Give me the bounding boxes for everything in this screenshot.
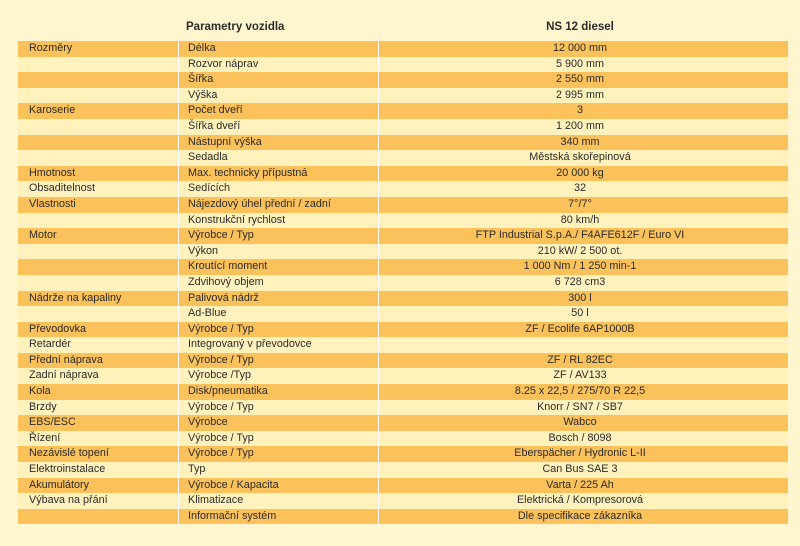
table-row (18, 291, 788, 307)
column-divider (378, 415, 379, 431)
cell-group (29, 150, 181, 166)
column-divider (378, 259, 379, 275)
column-divider (378, 135, 379, 151)
cell-group (29, 88, 181, 104)
cell-value: 12 000 mm (552, 42, 607, 54)
column-divider (378, 493, 379, 509)
column-divider (378, 353, 379, 369)
table-row (18, 72, 788, 88)
column-divider (378, 244, 379, 260)
cell-value: 2 995 mm (555, 88, 604, 101)
cell-parameter: Sedadla (188, 151, 228, 164)
cell-group: Obsaditelnost (29, 182, 96, 195)
column-divider (378, 462, 379, 478)
table-row (18, 150, 788, 166)
cell-group: Přední náprava (29, 353, 103, 366)
cell-parameter: Informační systém (188, 509, 277, 522)
header-parameters: Parametry vozidla (186, 21, 285, 33)
column-divider (378, 41, 379, 57)
cell-parameter: Integrovaný v převodovce (188, 338, 312, 351)
column-divider (378, 166, 379, 182)
table-row (18, 337, 788, 353)
column-divider (378, 368, 379, 384)
cell-group (29, 72, 181, 88)
header-model: NS 12 diesel (546, 21, 614, 33)
cell-value: 20 000 kg (556, 166, 604, 179)
cell-value: 50 l (571, 307, 589, 320)
cell-parameter: Výška (188, 88, 218, 101)
cell-group (29, 259, 181, 275)
table-row (18, 103, 788, 119)
cell-value: Dle specifikace zákazníka (517, 509, 643, 522)
cell-parameter: Šířka (188, 73, 214, 86)
cell-value: 210 kW/ 2 500 ot. (537, 244, 623, 257)
cell-group: Elektroinstalace (29, 463, 106, 476)
column-divider (378, 431, 379, 447)
table-row (18, 462, 788, 478)
cell-group: Rozměry (29, 42, 73, 54)
table-row (18, 197, 788, 213)
cell-parameter: Výrobce / Typ (188, 322, 254, 335)
cell-parameter: Výrobce / Typ (188, 353, 254, 366)
column-divider (378, 291, 379, 307)
table-row (18, 57, 788, 73)
cell-value: 6 728 cm3 (554, 275, 606, 288)
column-divider (378, 384, 379, 400)
cell-value: 1 200 mm (555, 119, 604, 132)
cell-value: Bosch / 8098 (548, 431, 612, 444)
cell-group: Karoserie (29, 104, 76, 117)
column-divider (378, 119, 379, 135)
column-divider (378, 509, 379, 525)
table-header (0, 0, 800, 38)
cell-value: 2 550 mm (555, 73, 604, 86)
cell-value: 300 l (568, 291, 592, 304)
table-row (18, 135, 788, 151)
cell-parameter: Výrobce / Typ (188, 447, 254, 460)
table-row (18, 446, 788, 462)
cell-value: 80 km/h (560, 213, 600, 226)
cell-parameter: Výrobce / Typ (188, 431, 254, 444)
column-divider (378, 400, 379, 416)
table-row (18, 431, 788, 447)
cell-parameter: Disk/pneumatika (188, 385, 268, 398)
table-row (18, 384, 788, 400)
cell-parameter: Zdvihový objem (188, 275, 264, 288)
cell-group (29, 119, 181, 135)
table-row (18, 213, 788, 229)
column-divider (378, 478, 379, 494)
cell-group: Převodovka (29, 322, 87, 335)
cell-value: 1 000 Nm / 1 250 min-1 (523, 260, 637, 273)
cell-parameter: Výkon (188, 244, 219, 257)
cell-group: Hmotnost (29, 166, 76, 179)
cell-parameter: Délka (188, 42, 216, 54)
table-row (18, 478, 788, 494)
cell-value: 8.25 x 22,5 / 275/70 R 22,5 (514, 385, 646, 398)
cell-parameter: Nájezdový úhel přední / zadní (188, 197, 331, 210)
cell-group: Výbava na přání (29, 494, 108, 507)
cell-value: 340 mm (560, 135, 600, 148)
cell-parameter: Výrobce / Kapacita (188, 478, 279, 491)
cell-value: Varta / 225 Ah (546, 478, 614, 491)
cell-group (29, 135, 181, 151)
cell-parameter: Max. technicky přípustná (188, 166, 308, 179)
column-divider (378, 57, 379, 73)
cell-parameter: Typ (188, 463, 206, 476)
column-divider (378, 213, 379, 229)
cell-group (29, 275, 181, 291)
cell-group: Retardér (29, 338, 72, 351)
spec-table (18, 41, 788, 524)
cell-group (29, 57, 181, 73)
column-divider (378, 103, 379, 119)
column-divider (378, 197, 379, 213)
column-divider (378, 337, 379, 353)
cell-group: Řízení (29, 431, 61, 444)
column-divider (378, 275, 379, 291)
table-row (18, 166, 788, 182)
column-divider (378, 88, 379, 104)
cell-parameter: Sedících (188, 182, 231, 195)
cell-group: Motor (29, 229, 57, 242)
table-row (18, 400, 788, 416)
column-divider (378, 72, 379, 88)
cell-parameter: Konstrukční rychlost (188, 213, 286, 226)
column-divider (378, 306, 379, 322)
cell-parameter: Ad-Blue (188, 307, 227, 320)
cell-group: Brzdy (29, 400, 57, 413)
cell-value: 32 (573, 182, 586, 195)
table-row (18, 181, 788, 197)
table-row (18, 509, 788, 525)
cell-value: FTP Industrial S.p.A./ F4AFE612F / Euro VI (475, 229, 685, 242)
table-row (18, 228, 788, 244)
column-divider (378, 446, 379, 462)
table-row (18, 275, 788, 291)
table-row (18, 306, 788, 322)
cell-group: EBS/ESC (29, 416, 76, 429)
cell-value: Elektrická / Kompresorová (516, 494, 643, 507)
column-divider (378, 181, 379, 197)
cell-parameter: Výrobce / Typ (188, 400, 254, 413)
table-row (18, 41, 788, 57)
cell-value (380, 337, 780, 353)
cell-parameter: Klimatizace (188, 494, 244, 507)
table-row (18, 244, 788, 260)
cell-parameter: Šířka dveří (188, 119, 241, 132)
cell-parameter: Výrobce / Typ (188, 229, 254, 242)
cell-value: 7°/7° (568, 197, 592, 210)
cell-parameter: Výrobce (188, 416, 228, 429)
cell-value: Eberspächer / Hydronic L-II (514, 447, 646, 460)
cell-group (29, 509, 181, 525)
cell-parameter: Nástupní výška (188, 135, 262, 148)
column-divider (378, 322, 379, 338)
cell-value: 5 900 mm (555, 57, 604, 70)
table-row (18, 493, 788, 509)
table-row (18, 322, 788, 338)
table-row (18, 353, 788, 369)
cell-value: ZF / AV133 (553, 369, 607, 382)
cell-group: Akumulátory (29, 478, 90, 491)
cell-group: Zadní náprava (29, 369, 99, 382)
table-row (18, 415, 788, 431)
table-row (18, 259, 788, 275)
column-divider (378, 228, 379, 244)
cell-group: Vlastnosti (29, 197, 76, 210)
cell-group: Nezávislé topení (29, 447, 109, 460)
cell-value: Can Bus SAE 3 (542, 463, 618, 476)
cell-group: Kola (29, 385, 51, 398)
cell-parameter: Výrobce /Typ (188, 369, 252, 382)
cell-value: 3 (576, 104, 583, 117)
cell-value: ZF / Ecolife 6AP1000B (525, 322, 635, 335)
cell-parameter: Palivová nádrž (188, 291, 259, 304)
cell-parameter: Kroutící moment (188, 260, 268, 273)
cell-value: Městská skořepinová (529, 151, 631, 164)
column-divider (378, 150, 379, 166)
cell-parameter: Rozvor náprav (188, 57, 259, 70)
cell-value: Knorr / SN7 / SB7 (537, 400, 623, 413)
cell-group (29, 213, 181, 229)
cell-value: ZF / RL 82EC (547, 353, 613, 366)
cell-parameter: Počet dveří (188, 104, 243, 117)
table-row (18, 119, 788, 135)
table-row (18, 88, 788, 104)
cell-value: Wabco (563, 416, 597, 429)
cell-group (29, 306, 181, 322)
cell-group (29, 244, 181, 260)
cell-group: Nádrže na kapaliny (29, 291, 122, 304)
table-row (18, 368, 788, 384)
